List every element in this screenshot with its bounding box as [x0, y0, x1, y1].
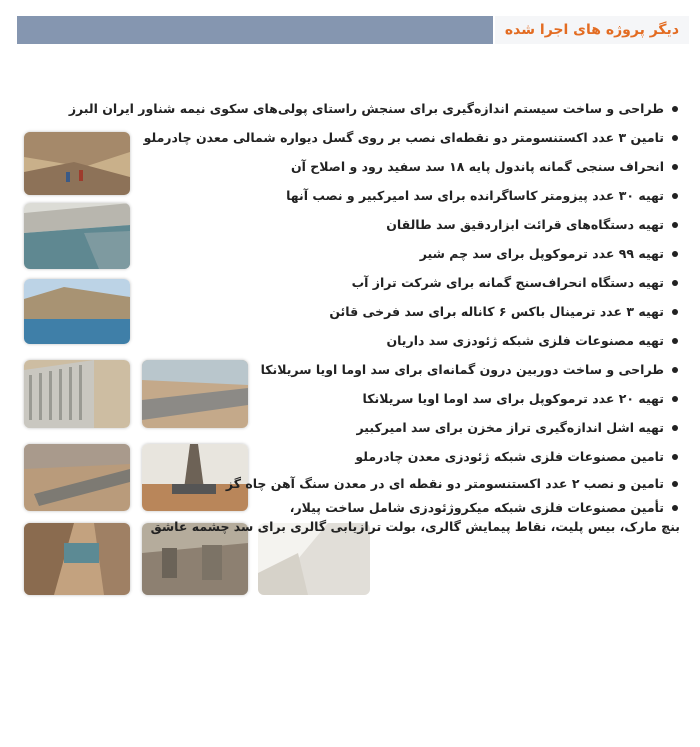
list-item-text: انحراف سنجی گمانه پاندول پایه ۱۸ سد سفید رود و اصلاح آن	[290, 159, 664, 174]
list-item	[120, 239, 680, 268]
list-item-text: تهیه مصنوعات فلزی شبکه ژئودزی سد داریان	[386, 333, 664, 348]
bullet-icon	[672, 280, 678, 286]
list-item	[120, 384, 680, 413]
photo-reservoir	[24, 279, 130, 344]
list-item-text: تامین ۳ عدد اکستنسومتر دو نقطه‌ای نصب بر روی گسل دیواره شمالی معدن چادرملو	[143, 130, 664, 145]
list-item-text-line2: بنچ مارک، بیس پلیت، نقاط پیمایش گالری، بولت ترازیابی گالری برای سد چشمه عاشق	[150, 519, 680, 534]
list-item	[120, 181, 680, 210]
list-item-text-line1: تأمین مصنوعات فلزی شبکه میکروژئودزی شامل ساخت پیلار،	[289, 500, 664, 515]
list-item	[120, 210, 680, 239]
section-title: دیگر پروژه های اجرا شده	[493, 16, 689, 44]
list-item	[120, 413, 680, 442]
list-item	[120, 442, 680, 471]
list-item	[120, 496, 680, 536]
list-item-text: تهیه دستگاه انحراف‌سنج گمانه برای شرکت تراز آب	[351, 275, 664, 290]
bullet-icon	[672, 106, 678, 112]
list-item-text: تهیه اشل اندازه‌گیری تراز مخزن برای سد امیرکبیر	[356, 420, 664, 435]
photo-canyon	[24, 523, 130, 595]
bullet-icon	[672, 193, 678, 199]
bullet-icon	[672, 454, 678, 460]
list-item	[120, 268, 680, 297]
photo-pipeline	[24, 444, 130, 511]
bullet-icon	[672, 309, 678, 315]
projects-list	[68, 94, 680, 536]
photo-dam-wall	[24, 203, 130, 269]
bullet-icon	[672, 251, 678, 257]
bullet-icon	[672, 396, 678, 402]
list-item	[120, 297, 680, 326]
bullet-icon	[672, 222, 678, 228]
list-item	[120, 355, 680, 384]
list-item	[68, 94, 680, 123]
list-item	[120, 123, 680, 152]
photo-mountain-survey	[24, 132, 130, 195]
list-item-text: تامین و نصب ۲ عدد اکستنسومتر دو نقطه ای در معدن سنگ آهن چاه گز	[225, 476, 664, 491]
bullet-icon	[672, 481, 678, 487]
list-item	[120, 326, 680, 355]
bullet-icon	[672, 425, 678, 431]
list-item-text: تهیه ۳ عدد ترمینال باکس ۶ کاناله برای سد فرخی قائن	[329, 304, 664, 319]
list-item-text: تهیه ۹۹ عدد ترموکوپل برای سد چم شیر	[419, 246, 664, 261]
bullet-icon	[672, 164, 678, 170]
list-item-text: تهیه ۲۰ عدد ترموکوپل برای سد اوما اویا سریلانکا	[362, 391, 664, 406]
header-bar	[17, 16, 689, 44]
list-item	[120, 471, 680, 496]
list-item-text: طراحی و ساخت دوربین درون گمانه‌ای برای سد اوما اویا سریلانکا	[260, 362, 664, 377]
list-item-text: تهیه ۳۰ عدد پیزومتر کاساگرانده برای سد امیرکبیر و نصب آنها	[286, 188, 664, 203]
photo-dam-spillway	[24, 360, 130, 428]
bullet-icon	[672, 338, 678, 344]
bullet-icon	[672, 505, 678, 511]
list-item	[120, 152, 680, 181]
list-item-text: طراحی و ساخت سیستم اندازه‌گیری برای سنجش راستای پولی‌های سکوی نیمه شناور ایران البرز	[68, 101, 664, 116]
list-item-text: تهیه دستگاه‌های قرائت ابزاردقیق سد طالقان	[386, 217, 664, 232]
list-item-text: تامین مصنوعات فلزی شبکه ژئودزی معدن چادرملو	[355, 449, 664, 464]
bullet-icon	[672, 367, 678, 373]
bullet-icon	[672, 135, 678, 141]
